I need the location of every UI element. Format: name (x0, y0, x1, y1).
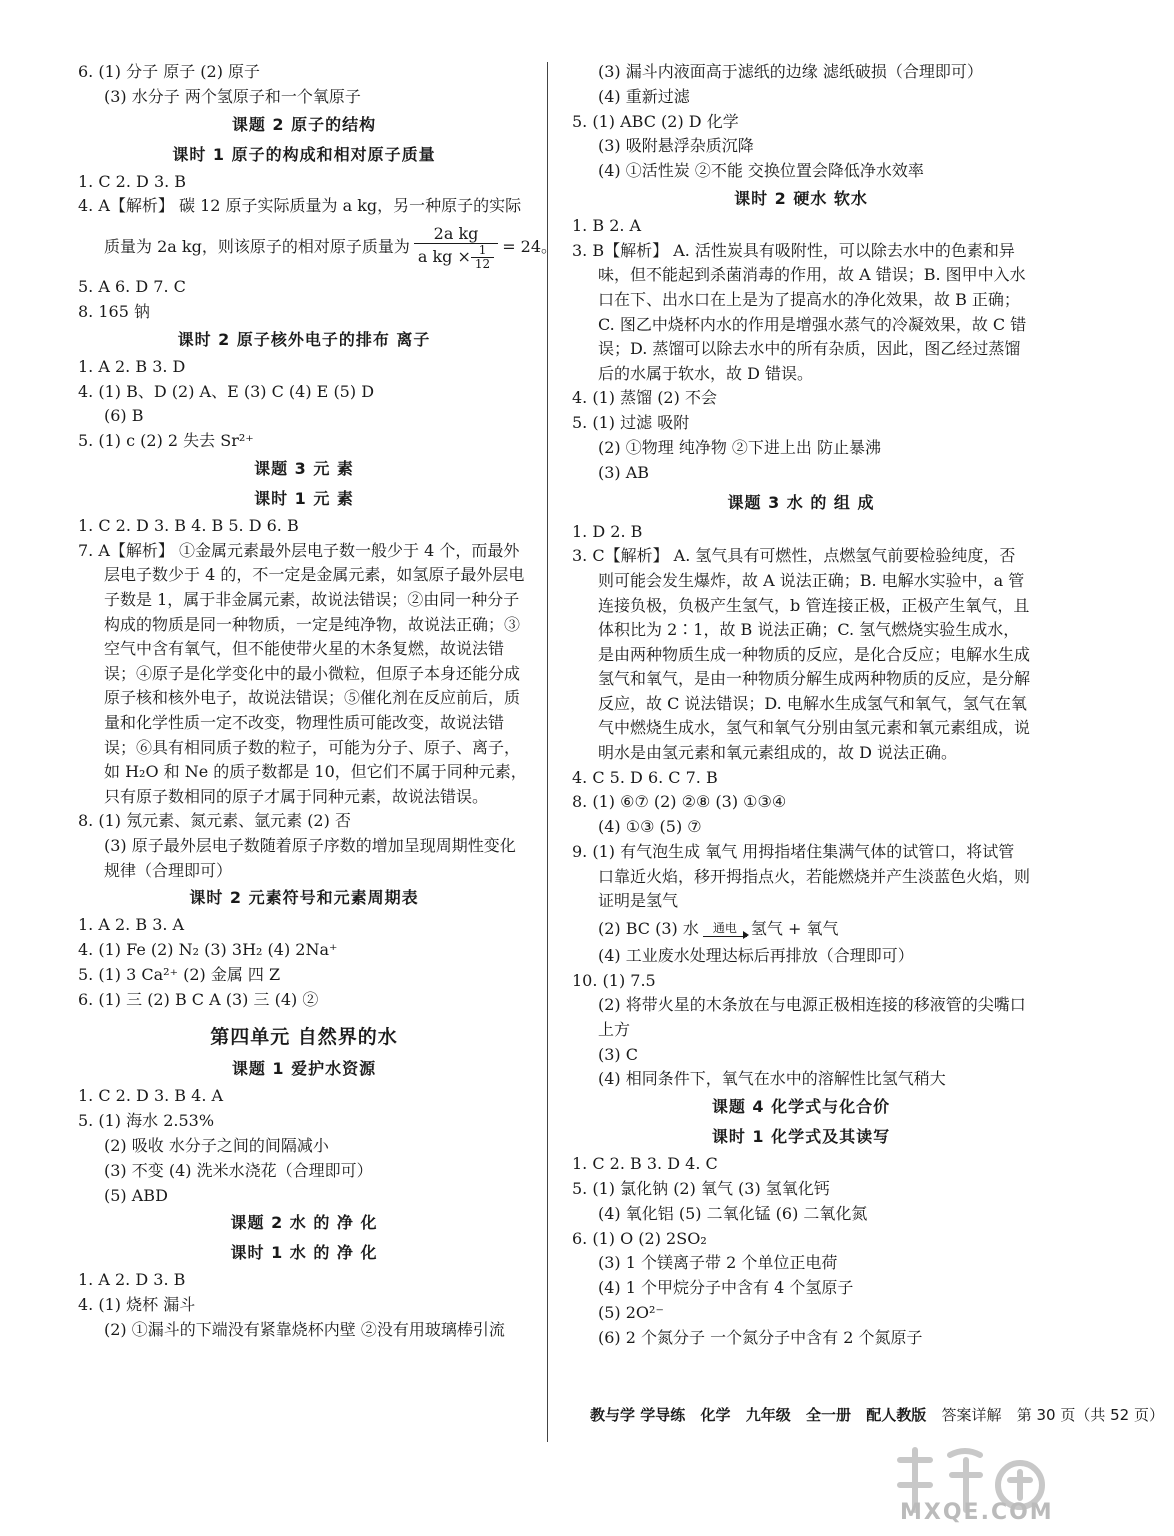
answer-line: (5) 2O²⁻ (598, 1303, 664, 1322)
answer-line: 5. A 6. D 7. C (78, 277, 186, 297)
formula-line (78, 219, 558, 275)
answer-line: 1. C 2. D 3. B 4. A (78, 1086, 224, 1106)
answer-line: 5. (1) 海水 2.53% (78, 1111, 215, 1131)
answer-line: 5. (1) 3 Ca²⁺ (2) 金属 四 Z (78, 964, 281, 984)
answer-line: (2) 吸收 水分子之间的间隔减小 (104, 1136, 329, 1156)
answer-paragraph: 3. B【解析】 A. 活性炭具有吸附性，可以除去水中的色素和异味，但不能起到杀菌消毒的作用，故 A 错误；B. 图甲中入水口在下、出水口在上是为了提高水的净化效果，故 B 正确；C. 图乙中烧杯内水的作用是增强水蒸气的冷凝效果，故 C 错误；D. 蒸馏可以除去水中的所有杂质，因此，图乙经过蒸馏后的水属于软水，故 D 错误。 (572, 240, 1027, 383)
answer-line: (3) 漏斗内液面高于滤纸的边缘 滤纸破损（合理即可） (598, 62, 983, 81)
answer-paragraph: 3. C【解析】 A. 氢气具有可燃性，点燃氢气前要检验纯度，否则可能会发生爆炸，故 A 说法正确；B. 电解水实验中，a 管连接负极，负极产生氢气，b 管连接正极，正极产生氧气，且体积比为 2∶1，故 B 说法正确；C. 氢气燃烧实验生成水，是由两种物质生成一种物质的反应，是化合反应；电解水生成氢气和氧气，是由一种物质分解生成两种物质的反应，是分解反应，故 C 说法错误；D. 电解水生成氢气和氧气，氢气在氧气中燃烧生成水，氢气和氧气分别由氢元素和氧元素组成，说明水是由氢元素和氧元素组成的，故 D 说法正确。 (572, 546, 1031, 763)
answer-line: (3) 吸附悬浮杂质沉降 (598, 136, 754, 156)
section-heading: 课题 4 化学式与化合价 (711, 1097, 891, 1117)
section-heading: 课题 2 原子的结构 (231, 114, 377, 134)
answer-line: (4) ①③ (5) ⑦ (598, 817, 702, 837)
footer-section: 答案详解 (941, 1406, 1002, 1424)
denominator-text: a kg × (417, 246, 471, 266)
fraction (414, 225, 498, 271)
answer-line: 8. 165 钠 (78, 301, 150, 321)
formula-text: 质量为 2a kg，则该原子的相对原子质量为 (104, 237, 410, 257)
answer-line: 10. (1) 7.5 (572, 970, 656, 990)
footer-edition: 配人教版 (866, 1406, 927, 1424)
answer-line: 6. (1) 三 (2) B C A (3) 三 (4) ② (78, 989, 319, 1009)
answer-line: 5. (1) 氯化钠 (2) 氧气 (3) 氢氧化钙 (572, 1179, 830, 1199)
answer-paragraph: 9. (1) 有气泡生成 氧气 用拇指堵住集满气体的试管口，将试管口靠近火焰，移开拇指点火，若能燃烧并产生淡蓝色火焰，则证明是氢气 (572, 842, 1031, 911)
answer-line: 1. A 2. B 3. A (78, 915, 185, 935)
lesson-heading: 课时 1 元 素 (254, 488, 354, 508)
section-heading: 课题 2 水 的 净 化 (230, 1213, 378, 1233)
answer-paragraph: (3) 原子最外层电子数随着原子序数的增加呈现周期性变化规律（合理即可） (104, 836, 516, 880)
fraction-denominator (414, 244, 498, 271)
answer-line: (3) 水分子 两个氢原子和一个氧原子 (104, 86, 361, 106)
answer-line: 4. C 5. D 6. C 7. B (572, 767, 718, 787)
fraction-numerator: 2a kg (414, 225, 498, 244)
answer-line: 1. A 2. D 3. B (78, 1270, 186, 1290)
answer-line: (6) 2 个氮分子 一个氮分子中含有 2 个氮原子 (598, 1327, 923, 1347)
answer-line: 1. B 2. A (572, 215, 642, 235)
section-heading: 课题 3 元 素 (254, 458, 354, 478)
answer-line: (4) 重新过滤 (598, 86, 690, 106)
answer-line: (4) 工业废水处理达标后再排放（合理即可） (598, 945, 914, 965)
answer-paragraph: (2) 将带火星的木条放在与电源正极相连接的移液管的尖嘴口上方 (598, 995, 1026, 1040)
right-column (572, 60, 1030, 1351)
lesson-heading: 课时 2 元素符号和元素周期表 (189, 888, 419, 908)
answer-line: 1. C 2. D 3. B 4. B 5. D 6. B (78, 515, 299, 535)
answer-line: 6. (1) 分子 原子 (2) 原子 (78, 62, 261, 81)
left-column (78, 60, 558, 1343)
answer-line: 4. (1) 烧杯 漏斗 (78, 1295, 196, 1315)
section-heading: 课题 1 爱护水资源 (231, 1059, 377, 1079)
answer-line: (3) 1 个镁离子带 2 个单位正电荷 (598, 1253, 838, 1273)
answer-line: (6) B (104, 406, 144, 426)
answer-paragraph: (2) ①漏斗的下端没有紧靠烧杯内壁 ②没有用玻璃棒引流 (104, 1320, 505, 1340)
reaction-arrow (703, 922, 747, 937)
footer-page-number: 第 30 页（共 52 页） (1016, 1406, 1164, 1424)
answer-line: 4. (1) Fe (2) N₂ (3) 3H₂ (4) 2Na⁺ (78, 940, 338, 960)
footer-grade: 九年级 (745, 1406, 791, 1424)
answer-line: 4. (1) B、D (2) A、E (3) C (4) E (5) D (78, 381, 375, 401)
answer-line: (4) 1 个甲烷分子中含有 4 个氢原子 (598, 1278, 854, 1298)
answer-line: 5. (1) 过滤 吸附 (572, 413, 690, 433)
answer-line: 1. A 2. B 3. D (78, 356, 186, 376)
answer-line: (5) ABD (104, 1185, 168, 1205)
page-footer (590, 1404, 1174, 1425)
answer-line: (3) C (598, 1044, 638, 1064)
answer-line: 8. (1) 氖元素、氮元素、氩元素 (2) 否 (78, 811, 351, 831)
answer-line: 1. C 2. B 3. D 4. C (572, 1154, 718, 1174)
mini-numerator: 1 (471, 244, 494, 258)
formula-result: = 24。 (502, 237, 558, 257)
equation-products: 氢气 + 氧气 (750, 918, 839, 938)
answer-line: 4. (1) 蒸馏 (2) 不会 (572, 388, 717, 408)
answer-line: 1. D 2. B (572, 521, 643, 541)
answer-line: 1. C 2. D 3. B (78, 171, 187, 191)
lesson-heading: 课时 1 化学式及其读写 (711, 1127, 891, 1147)
footer-subject: 化学 (700, 1406, 731, 1424)
lesson-heading: 课时 2 硬水 软水 (734, 188, 868, 208)
reaction-condition: 通电 (712, 920, 737, 935)
answer-line: (3) AB (598, 462, 650, 482)
answer-line: 5. (1) c (2) 2 失去 Sr²⁺ (78, 431, 254, 451)
equation-line (572, 914, 1030, 944)
footer-book: 教与学 学导练 (590, 1406, 686, 1424)
answer-line: (3) 不变 (4) 洗米水浇花（合理即可） (104, 1160, 373, 1180)
equation-prefix: (2) BC (3) 水 (598, 918, 699, 938)
mini-denominator: 12 (474, 256, 491, 271)
answer-line: 6. (1) O (2) 2SO₂ (572, 1228, 707, 1248)
answer-line: 8. (1) ⑥⑦ (2) ②⑧ (3) ①③④ (572, 792, 787, 812)
answer-line: (2) ①物理 纯净物 ②下进上出 防止暴沸 (598, 437, 882, 457)
answer-line: (4) 相同条件下，氧气在水中的溶解性比氢气稍大 (598, 1069, 946, 1089)
lesson-heading: 课时 1 原子的构成和相对原子质量 (172, 144, 436, 164)
answer-paragraph: 7. A【解析】 ①金属元素最外层电子数一般少于 4 个，而最外层电子数少于 4 的，不一定是金属元素，如氢原子最外层电子数是 1，属于非金属元素，故说法错误；②由同一种分子构成的物质是同一种物质，一定是纯净物，故说法正确；③空气中含有氧气，但不能使带火星的木条复燃，故说法错误；④原子是化学变化中的最小微粒，但原子本身还能分成原子核和核外电子，故说法错误；⑤催化剂在反应前后，质量和化学性质一定不改变，物理性质可能改变，故说法错误；⑥具有相同质子数的粒子，可能为分子、原子、离子，如 H₂O 和 Ne 的质子数都是 10，但它们不属于同种元素，只有原子数相同的原子才属于同种元素，故说法错误。 (78, 540, 527, 806)
section-heading: 课题 3 水 的 组 成 (727, 492, 875, 512)
footer-volume: 全一册 (805, 1406, 851, 1424)
unit-heading: 第四单元 自然界的水 (210, 1026, 398, 1049)
arrow-icon (703, 934, 747, 937)
answer-line: (4) ①活性炭 ②不能 交换位置会降低净水效率 (598, 161, 924, 181)
answer-line: 4. A【解析】 碳 12 原子实际质量为 a kg，另一种原子的实际 (78, 196, 522, 216)
answer-line: (4) 氧化铝 (5) 二氧化锰 (6) 二氧化氮 (598, 1203, 868, 1223)
watermark-text: MXQE.COM (900, 1500, 1054, 1525)
lesson-heading: 课时 2 原子核外电子的排布 离子 (177, 329, 431, 349)
mini-fraction (471, 244, 494, 271)
answer-line: 5. (1) ABC (2) D 化学 (572, 111, 739, 131)
lesson-heading: 课时 1 水 的 净 化 (230, 1243, 378, 1263)
